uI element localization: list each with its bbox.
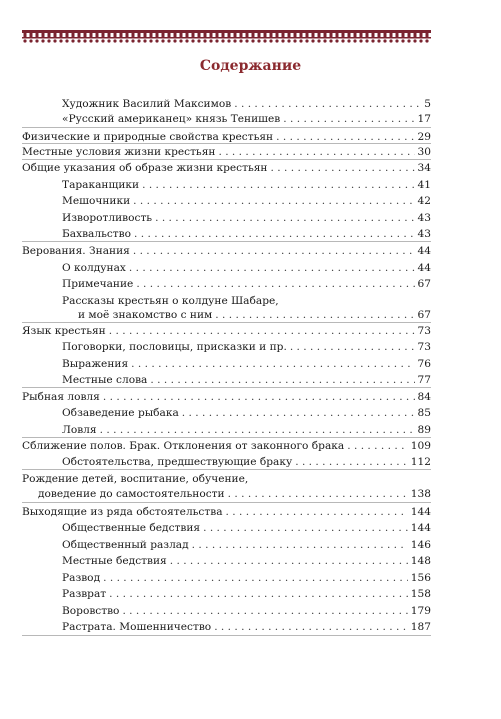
toc-entry-label: Ловля — [62, 424, 97, 436]
toc-entry-label: Общественный разлад — [62, 539, 189, 551]
toc-entry[interactable] — [22, 130, 431, 144]
toc-entry-label: доведение до самостоятельности — [38, 488, 225, 500]
toc-entry-label: Выходящие из ряда обстоятельства — [22, 506, 223, 518]
toc-entry[interactable] — [62, 620, 431, 634]
toc-entry-label: Местные слова — [62, 374, 148, 386]
toc-entry-label: Физические и природные свойства крестьян — [22, 131, 274, 143]
toc-entry-label: Обзаведение рыбака — [62, 407, 179, 419]
toc-entry[interactable] — [62, 261, 431, 275]
toc-entry-page: 41 — [417, 179, 431, 191]
section-divider — [22, 322, 431, 323]
toc-entry-label: Тараканщики — [62, 179, 140, 191]
toc-entry-page: 43 — [417, 212, 431, 224]
toc-entry-label: Выражения — [62, 358, 129, 370]
toc-entry-page: 187 — [410, 621, 431, 633]
toc-entry-label: Местные условия жизни крестьян — [22, 146, 216, 158]
toc-entry[interactable] — [62, 587, 431, 601]
toc-entry-label: Сближение полов. Брак. Отклонения от законного брака — [22, 440, 345, 452]
page-title: Содержание — [199, 58, 302, 74]
toc-entry-page: 67 — [417, 278, 431, 290]
toc-entry-page: 158 — [410, 588, 431, 600]
toc-entry[interactable] — [62, 178, 431, 192]
toc-entry[interactable] — [22, 439, 431, 453]
section-divider — [22, 469, 431, 470]
toc-entry[interactable] — [62, 455, 431, 469]
toc-entry[interactable] — [62, 406, 431, 420]
section-divider — [22, 387, 431, 388]
toc-entry-page: 89 — [417, 424, 431, 436]
toc-entry-page: 144 — [410, 506, 431, 518]
toc-entry-page: 73 — [417, 325, 431, 337]
toc-entry[interactable] — [62, 538, 431, 552]
toc-entry-label-first-line: Рассказы крестьян о колдуне Шабаре, — [62, 295, 279, 307]
toc-entry-label: Общие указания об образе жизни крестьян — [22, 162, 268, 174]
toc-entry[interactable] — [62, 604, 431, 618]
toc-entry-page: 76 — [417, 358, 431, 370]
toc-entry-label: «Русский американец» князь Тенишев — [62, 113, 281, 125]
toc-entry[interactable] — [62, 211, 431, 225]
toc-entry-page: 112 — [410, 456, 431, 468]
toc-entry-label: Художник Василий Максимов — [62, 98, 232, 110]
toc-entry-label: Поговорки, пословицы, присказки и пр. — [62, 341, 287, 353]
toc-entry-label: Разврат — [62, 588, 107, 600]
toc-entry[interactable] — [62, 554, 431, 568]
toc-entry-label: Бахвальство — [62, 228, 131, 240]
toc-entry[interactable] — [62, 112, 431, 126]
section-divider — [22, 127, 431, 128]
toc-entry-page: 17 — [417, 113, 431, 125]
toc-entry[interactable] — [62, 521, 431, 535]
toc-entry-page: 44 — [417, 245, 431, 257]
toc-entry[interactable] — [62, 357, 431, 371]
toc-entry-page: 43 — [417, 228, 431, 240]
section-divider — [22, 635, 431, 636]
toc-entry-page: 30 — [417, 146, 431, 158]
toc-entry-label-first-line: Рождение детей, воспитание, обучение, — [22, 473, 249, 485]
toc-entry-page: 73 — [417, 341, 431, 353]
section-divider — [22, 437, 431, 438]
toc-entry[interactable] — [62, 227, 431, 241]
toc-entry-page: 42 — [417, 195, 431, 207]
toc-entry[interactable] — [62, 571, 431, 585]
toc-entry-page: 77 — [417, 374, 431, 386]
toc-entry-label: Верования. Знания — [22, 245, 130, 257]
toc-entry[interactable] — [22, 390, 431, 404]
toc-entry-page: 5 — [424, 98, 431, 110]
toc-entry-label: Воровство — [62, 605, 120, 617]
toc-entry[interactable] — [62, 373, 431, 387]
toc-entry-page: 179 — [410, 605, 431, 617]
toc-entry-page: 29 — [417, 131, 431, 143]
toc-entry-page: 156 — [410, 572, 431, 584]
toc-entry[interactable] — [22, 324, 431, 338]
toc-entry-page: 44 — [417, 262, 431, 274]
toc-entry-label: Обстоятельства, предшествующие браку — [62, 456, 293, 468]
toc-entry[interactable] — [22, 244, 431, 258]
toc-entry-label: Развод — [62, 572, 101, 584]
toc-entry-page: 84 — [417, 391, 431, 403]
toc-entry-page: 148 — [410, 555, 431, 567]
toc-entry-label: Рыбная ловля — [22, 391, 100, 403]
toc-entry-label: Растрата. Мошенничество — [62, 621, 212, 633]
section-divider — [22, 159, 431, 160]
toc-entry-page: 109 — [410, 440, 431, 452]
toc-entry-label: Мешочники — [62, 195, 131, 207]
toc-entry-label: Общественные бедствия — [62, 522, 201, 534]
toc-entry[interactable] — [62, 423, 431, 437]
toc-entry[interactable] — [62, 340, 431, 354]
toc-entry-page: 146 — [410, 539, 431, 551]
toc-entry[interactable] — [62, 277, 431, 291]
toc-entry-page: 85 — [417, 407, 431, 419]
toc-entry-page: 67 — [417, 309, 431, 321]
toc-entry-page: 144 — [410, 522, 431, 534]
toc-entry-page: 138 — [410, 488, 431, 500]
toc-entry[interactable] — [62, 97, 431, 111]
toc-entry-label: Язык крестьян — [22, 325, 106, 337]
toc-entry-label: О колдунах — [62, 262, 126, 274]
toc-entry[interactable] — [78, 308, 431, 322]
section-divider — [22, 502, 431, 503]
toc-entry-label: Местные бедствия — [62, 555, 167, 567]
toc-entry[interactable] — [22, 161, 431, 175]
toc-entry[interactable] — [22, 145, 431, 159]
toc-entry-label: Изворотливость — [62, 212, 153, 224]
toc-entry-label: и моё знакомство с ним — [78, 309, 213, 321]
toc-entry[interactable] — [62, 194, 431, 208]
toc-entry-page: 34 — [417, 162, 431, 174]
section-divider — [22, 241, 431, 242]
toc-entry[interactable] — [22, 505, 431, 519]
toc-entry-label: Примечание — [62, 278, 134, 290]
section-divider — [22, 143, 431, 144]
toc-entry[interactable] — [38, 487, 431, 501]
